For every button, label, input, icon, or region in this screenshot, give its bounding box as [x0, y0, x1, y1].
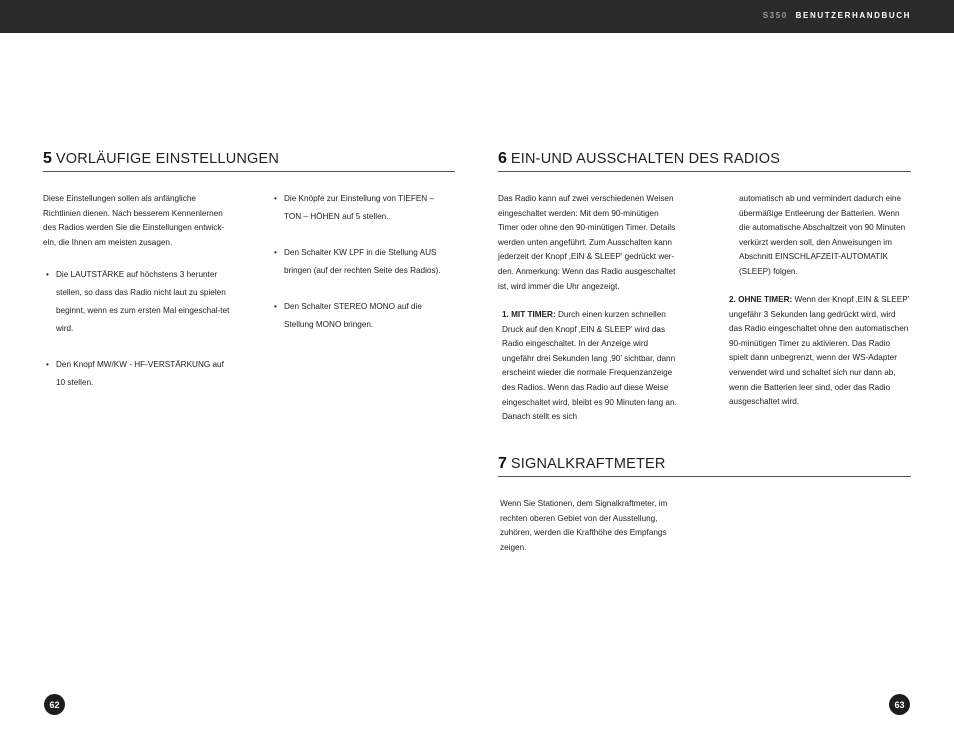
item-2-text: Wenn der Knopf ‚EIN & SLEEP’ ungefähr 3 Sekunden lang gedrückt wird, wird das Radio eingeschaltet ohne den automatischen 90-minütigen Timer zu aktivieren. Das Radio spielt dann unbegrenzt, wenn der WS-Adapter verwendet wird und schaltet sich nur dann ab, wenn die Batterien leer sind, oder das Radio ausgeschaltet wird.	[729, 295, 910, 407]
section-7-number: 7	[498, 455, 507, 472]
header-model: S350	[762, 11, 788, 20]
item-1-label: 1. MIT TIMER:	[502, 310, 556, 319]
section-5-bullet-5: • Den Schalter STEREO MONO auf die Stellung MONO bringen.	[274, 302, 422, 329]
section-6-intro: Das Radio kann auf zwei verschiedenen Weisen eingeschaltet werden: Mit dem 90-minütigen Timer oder ohne den 90-minütigen Timer. Details werden unten angeführt. Zum Ausschalten kann jederzeit der Knopf ‚EIN & SLEEP’ gedrückt wer-den. Anmerkung: Wenn das Radio ausgeschaltet ist, wird immer die Uhr angezeigt.	[498, 194, 676, 291]
section-6-heading	[498, 150, 911, 172]
section-6-number: 6	[498, 150, 507, 167]
bullet-text: Die Knöpfe zur Einstellung von TIEFEN – TON – HÖHEN auf 5 stellen.	[284, 194, 435, 221]
section-6-item-1	[502, 308, 680, 425]
section-7-heading	[498, 455, 911, 477]
section-7-text: Wenn Sie Stationen, dem Signalkraftmeter, im rechten oberen Gebiet von der Ausstellung, zuhören, werden die Krafthöhe des Empfangs zeigen.	[500, 499, 668, 552]
header-title: BENUTZERHANDBUCH	[795, 11, 911, 20]
section-5-bullet-2: • Den Knopf MW/KW - HF-VERSTÄRKUNG auf 10 stellen.	[46, 360, 224, 387]
bullet-text: Den Schalter STEREO MONO auf die Stellung MONO bringen.	[284, 302, 422, 329]
section-5-title: VORLÄUFIGE EINSTELLUNGEN	[55, 151, 280, 167]
section-5-intro: Diese Einstellungen sollen als anfängliche Richtlinien dienen. Nach besserem Kennenlernen des Radios werden Sie die Einstellungen entwick-eln, die Ihnen am meisten zusagen.	[43, 194, 225, 247]
section-7-title: SIGNALKRAFTMETER	[510, 456, 666, 472]
section-5-bullet-3: • Die Knöpfe zur Einstellung von TIEFEN – TON – HÖHEN auf 5 stellen.	[274, 194, 435, 221]
section-6-item-2	[729, 293, 911, 410]
section-5-bullet-4: • Den Schalter KW LPF in die Stellung AUS bringen (auf der rechten Seite des Radios).	[274, 248, 441, 275]
item-2-label: 2. OHNE TIMER:	[729, 295, 793, 304]
page-number-left: 62	[44, 694, 65, 715]
section-6-continued: automatisch ab und vermindert dadurch eine übermäßige Entleerung der Batterien. Wenn die automatische Abschaltzeit von 90 Minuten verkürzt werden soll, den Anweisungen im Abschnitt EINSCHLAFZEIT-AUTOMATIK (SLEEP) folgen.	[739, 194, 906, 276]
header-bar	[0, 0, 954, 33]
bullet-text: Den Schalter KW LPF in die Stellung AUS bringen (auf der rechten Seite des Radios).	[284, 248, 441, 275]
section-5-number: 5	[43, 150, 52, 167]
page-number-right: 63	[889, 694, 910, 715]
header-text	[763, 11, 911, 20]
section-5-bullet-1: • Die LAUTSTÄRKE auf höchstens 3 herunter stellen, so dass das Radio nicht laut zu spielen beginnt, wenn es zum ersten Mal eingeschal-tet wird.	[46, 270, 230, 333]
item-1-text: Durch einen kurzen schnellen Druck auf den Knopf ‚EIN & SLEEP’ wird das Radio eingeschaltet. In der Anzeige wird ungefähr drei Sekunden lang ‚90’ sichtbar, dann erscheint wieder die normale Frequenzanzeige des Radios. Wenn das Radio auf diese Weise eingeschaltet wird, bleibt es 90 Minuten lang an. Danach stellt es sich	[502, 310, 677, 422]
bullet-text: Die LAUTSTÄRKE auf höchstens 3 herunter stellen, so dass das Radio nicht laut zu spielen beginnt, wenn es zum ersten Mal eingeschal-tet wird.	[56, 270, 230, 333]
section-5-heading	[43, 150, 455, 172]
bullet-text: Den Knopf MW/KW - HF-VERSTÄRKUNG auf 10 stellen.	[56, 360, 224, 387]
section-6-title: EIN-UND AUSSCHALTEN DES RADIOS	[510, 151, 781, 167]
